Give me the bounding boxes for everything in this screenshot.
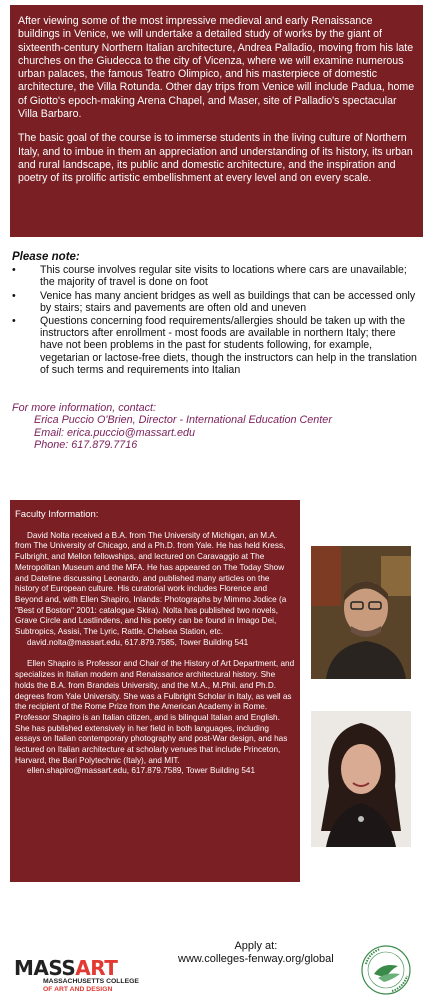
portrait-man-image [311, 546, 411, 679]
faculty-bio-nolta: David Nolta received a B.A. from The University of Michigan, an M.A. from The University of Chicago, and a Ph.D. from Yale. He has held Kress, Fulbright, and Mellon fellowships, and lectured on Caravaggio at The Metropolitan Museum and the MFA. He has appeared on The Today Show and Dateline discussing Leonardo, and published many articles on the history of European culture. His curatorial work includes Florence and Beyond and, with Ellen Shapiro, Inlands: Photographs by Mimmo Jodice (a "Best of Boston" 2001: catalogue Skira). Nolta has published two novels, Grave Circle and Lostlindens, and his poetry can be found in Imago Dei, Subtropics, Assisi, The Lyric, Rattle, Chelsea Station, etc. [15, 530, 287, 637]
please-note-title: Please note: [12, 251, 80, 263]
course-description-panel [10, 5, 423, 237]
faculty-contact-nolta[interactable]: david.nolta@massart.edu, 617.879.7585, Tower Building 541 [27, 637, 249, 647]
logo-line-1: MASSACHUSETTS COLLEGE [43, 978, 139, 985]
portrait-woman-image [311, 711, 411, 847]
logo-line-2: OF ART AND DESIGN [43, 985, 113, 993]
faculty-contact-shapiro[interactable]: ellen.shapiro@massart.edu, 617.879.7589, Tower Building 541 [27, 766, 256, 776]
logo-wordmark: MASSART [14, 956, 118, 980]
note-item: • This course involves regular site visits to locations where cars are unavailable; the majority of travel is done on foot [12, 264, 407, 289]
contact-name: Erica Puccio O'Brien, Director - International Education Center [34, 414, 332, 427]
bullet-icon: • [12, 289, 16, 302]
note-list [12, 264, 420, 376]
faculty-info-panel [10, 500, 300, 882]
bullet-icon: • [12, 315, 16, 328]
contact-email-link[interactable]: Email: erica.puccio@massart.edu [34, 426, 195, 439]
note-item: • Questions concerning food requirements/allergies should be taken up with the instructors after enrollment - most foods are available in northern Italy; there have not been problems in the past for students following, for example, vegetarian or lactose-free diets, though the instructors can help in the translation of such terms and requirements into Italian [12, 315, 417, 376]
massart-logo [14, 958, 154, 998]
faculty-bio-shapiro: Ellen Shapiro is Professor and Chair of the History of Art Department, and specializes in Italian modern and Renaissance architectural history. She holds the B.A. from Brandeis University, and the M.A., M.Phil. and Ph.D. degrees from Yale University. She was a Fulbright Scholar in Italy, as well as the recipient of the Rome Prize from the American Academy in Rome. Professor Shapiro is an Italian citizen, and is bilingual Italian and English. She has published extensively in her field in both languages, including essays on Italian contemporary photography and post-War design, and has lectured on Italian architecture at scholarly venues that include Princeton, Harvard, the Bari Polytechnic (Italy), and MIT. [15, 659, 295, 765]
contact-heading: For more information, contact: [12, 402, 157, 414]
photo-david-nolta [311, 546, 411, 679]
apply-label: Apply at: [234, 940, 278, 952]
photo-ellen-shapiro [311, 711, 411, 847]
apply-url-link[interactable]: www.colleges-fenway.org/global [178, 953, 334, 965]
contact-section [12, 402, 420, 452]
apply-section [178, 940, 334, 966]
faculty-title: Faculty Information: [15, 509, 99, 520]
colleges-fenway-seal-icon [360, 944, 412, 996]
note-item: • Venice has many ancient bridges as well as buildings that can be accessed only by stairs; stairs and pavements are often old and uneven [12, 289, 416, 314]
contact-phone: Phone: 617.879.7716 [34, 439, 138, 452]
intro-paragraph-1: After viewing some of the most impressive medieval and early Renaissance buildings in Venice, we will undertake a detailed study of works by the giant of sixteenth-century Northern Italian architecture, Andrea Palladio, moving from his late churches on the Giudecca to the city of Vicenza, where we will examine numerous urban palaces, the famous Teatro Olimpico, and his masterpiece of domestic architecture, the Villa Rotunda. Other day trips from Venice will include Padua, home of Giotto's epoch-making Arena Chapel, and Maser, site of Palladio's spectacular Villa Barbaro. [18, 15, 415, 121]
intro-paragraph-2: The basic goal of the course is to immerse students in the living culture of Northern Italy, and to imbue in them an appreciation and understanding of its history, its urban and rural landscape, its public and domestic architecture, and the inspiration and poetry of its prolific artistic embellishment at every level and on every scale. [18, 132, 413, 185]
please-note-section [12, 251, 420, 377]
bullet-icon: • [12, 264, 16, 277]
